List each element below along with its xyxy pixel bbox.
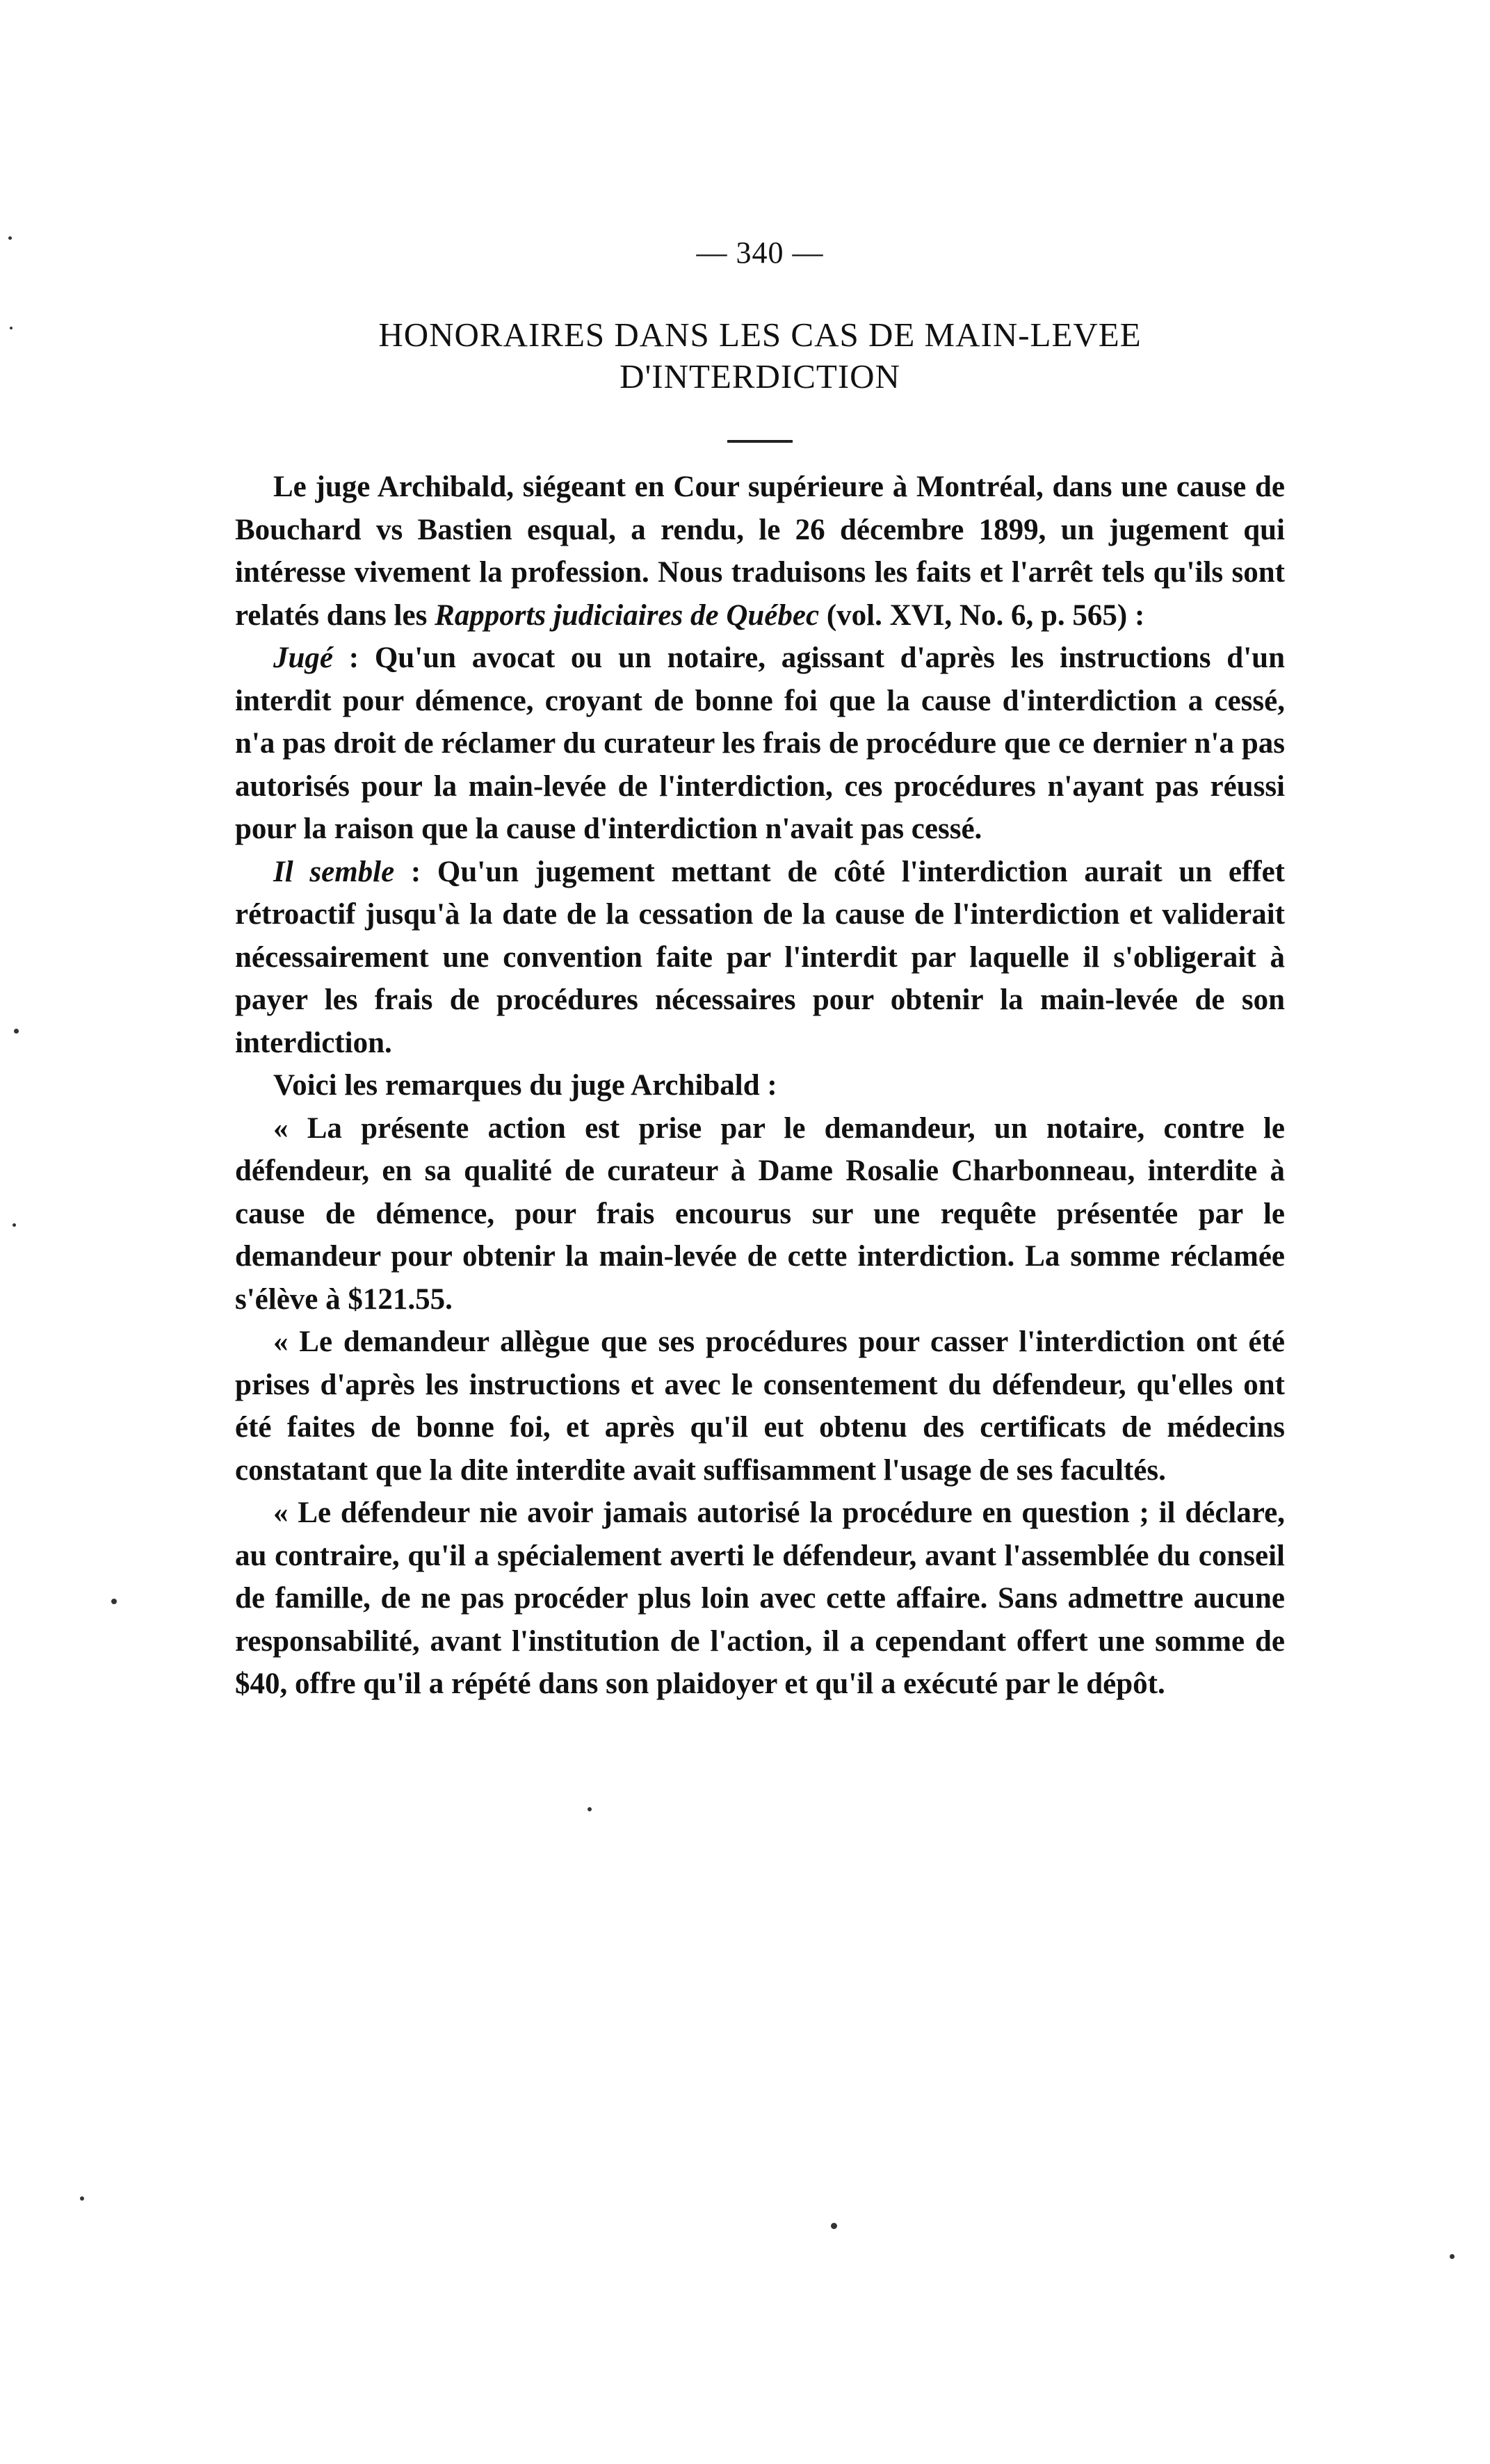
paragraph-intro-text: Le juge Archibald, siégeant en Cour supérieure à Montréal, dans une cause de Bouchard vs Bastien esqual, a rendu, le 26 décembre 1899, un jugement qui intéresse vivement la profession. Nous traduisons les faits et l'arrêt tels qu'ils sont relatés dans les bbox=[235, 471, 1285, 632]
holding-lead: Jugé bbox=[273, 642, 333, 674]
holding-text: : Qu'un avocat ou un notaire, agissant d'après les instructions d'un interdit pour démence, croyant de bonne foi que la cause d'interdiction a cessé, n'a pas droit de réclamer du curateur les frais de procédure que ce dernier n'a pas autorisés pour la main-levée de l'interdiction, ces procédures n'ayant pas réussi pour la raison que la cause d'interdiction n'avait pas cessé. bbox=[235, 642, 1285, 845]
paragraph-holding bbox=[235, 637, 1285, 851]
obiter-text: : Qu'un jugement mettant de côté l'interdiction aurait un effet rétroactif jusqu'à la date de la cessation de la cause de l'interdiction et validerait nécessairement une convention faite par l'interdit par laquelle il s'obligerait à payer les frais de procédures nécessaires pour obtenir la main-levée de son interdiction. bbox=[235, 855, 1285, 1059]
scan-speck bbox=[14, 1029, 19, 1034]
obiter-lead: Il semble bbox=[273, 855, 395, 888]
scan-speck bbox=[80, 2196, 84, 2201]
scan-speck bbox=[831, 2223, 837, 2229]
scan-speck bbox=[1450, 2254, 1455, 2259]
page-title bbox=[235, 314, 1285, 398]
paragraph-obiter bbox=[235, 851, 1285, 1065]
paragraph-intro bbox=[235, 466, 1285, 637]
paragraph-quote-1: « La présente action est prise par le demandeur, un notaire, contre le défendeur, en sa qualité de curateur à Dame Rosalie Charbonneau, interdite à cause de démence, pour frais encourus sur une requête présentée par le demandeur pour obtenir la main-levée de cette interdiction. La somme réclamée s'élève à $121.55. bbox=[235, 1111, 1285, 1316]
paragraph-remarks-intro: Voici les remarques du juge Archibald : bbox=[273, 1069, 777, 1102]
page-number: — 340 — bbox=[696, 236, 824, 270]
scan-speck bbox=[588, 1807, 592, 1811]
scan-speck bbox=[8, 236, 12, 240]
title-line-2: D'INTERDICTION bbox=[620, 357, 900, 395]
publication-title: Rapports judiciaires de Québec bbox=[435, 598, 820, 632]
title-divider bbox=[727, 440, 793, 443]
scan-speck bbox=[111, 1599, 117, 1604]
paragraph-quote-2: « Le demandeur allègue que ses procédures pour casser l'interdiction ont été prises d'après les instructions et avec le consentement du défendeur, qu'elles ont été faites de bonne foi, et après qu'il eut obtenu des certificats de médecins constatant que la dite interdite avait suffisamment l'usage de ses facultés. bbox=[235, 1325, 1285, 1487]
paragraph-intro-citation: (vol. XVI, No. 6, p. 565) : bbox=[819, 598, 1145, 632]
article-body bbox=[235, 466, 1285, 1706]
title-line-1: HONORAIRES DANS LES CAS DE MAIN-LEVEE bbox=[378, 316, 1142, 354]
paragraph-quote-3: « Le défendeur nie avoir jamais autorisé la procédure en question ; il déclare, au contraire, qu'il a spécialement averti le défendeur, avant l'assemblée du conseil de famille, de ne pas procéder plus loin avec cette affaire. Sans admettre aucune responsabilité, avant l'institution de l'action, il a cependant offert une somme de $40, offre qu'il a répété dans son plaidoyer et qu'il a exécuté par le dépôt. bbox=[235, 1496, 1285, 1700]
scan-speck bbox=[10, 327, 13, 329]
scan-speck bbox=[13, 1223, 16, 1227]
